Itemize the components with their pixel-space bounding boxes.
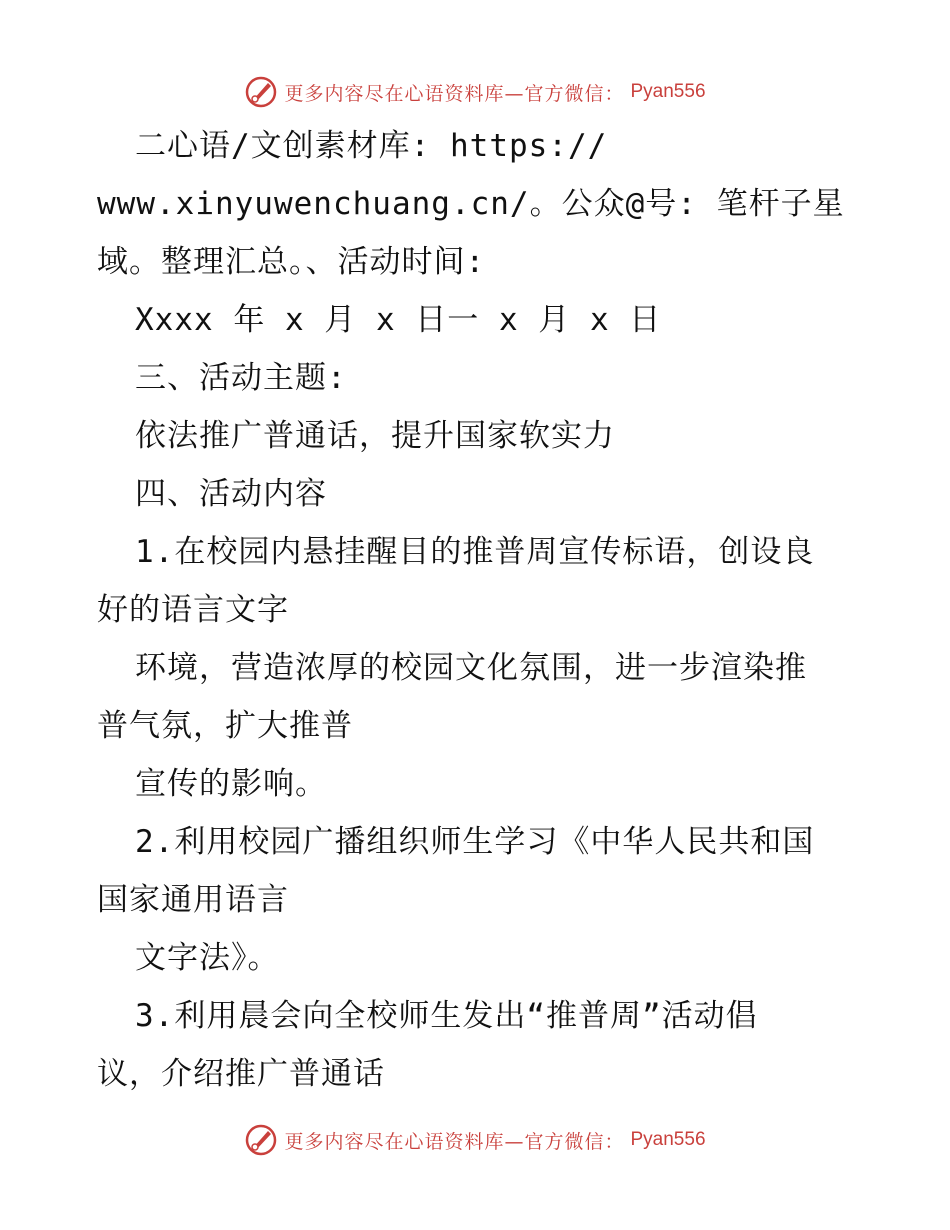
section-heading: 四、活动内容	[135, 476, 327, 512]
quill-logo-icon	[244, 1123, 278, 1157]
paragraph-line: 宣传的影响。	[135, 766, 327, 802]
quill-logo-icon	[244, 75, 278, 109]
list-item: 1.在校园内悬挂醒目的推普周宣传标语，创设良	[135, 534, 815, 570]
list-item: 2.利用校园广播组织师生学习《中华人民共和国	[135, 824, 815, 860]
footer-wechat-id: Pyan556	[630, 1129, 706, 1150]
section-heading: 三、活动主题:	[135, 360, 347, 396]
paragraph-line: 好的语言文字	[97, 592, 289, 628]
paragraph-line: 环境，营造浓厚的校园文化氛围，进一步渲染推	[135, 650, 807, 686]
paragraph-line: 议，介绍推广普通话	[97, 1056, 385, 1092]
paragraph-line: 国家通用语言	[97, 882, 289, 918]
paragraph-line: 二心语/文创素材库: https://	[135, 128, 608, 164]
header-watermark	[0, 72, 950, 112]
header-wechat-id: Pyan556	[630, 81, 706, 102]
footer-watermark-text: 更多内容尽在心语资料库—官方微信：	[284, 1130, 625, 1153]
footer-watermark	[0, 1120, 950, 1160]
header-watermark-text: 更多内容尽在心语资料库—官方微信：	[284, 82, 625, 105]
list-item: 3.利用晨会向全校师生发出“推普周”活动倡	[135, 998, 758, 1034]
paragraph-line: Xxxx 年 x 月 x 日一 x 月 x 日	[135, 302, 662, 338]
paragraph-line: www.xinyuwenchuang.cn/。公众@号: 笔杆子星	[97, 186, 845, 222]
document-body	[97, 117, 857, 1103]
paragraph-line: 依法推广普通话，提升国家软实力	[135, 418, 615, 454]
paragraph-line: 文字法》。	[135, 940, 280, 976]
paragraph-line: 域。整理汇总。、活动时间:	[97, 244, 486, 280]
paragraph-line: 普气氛，扩大推普	[97, 708, 353, 744]
